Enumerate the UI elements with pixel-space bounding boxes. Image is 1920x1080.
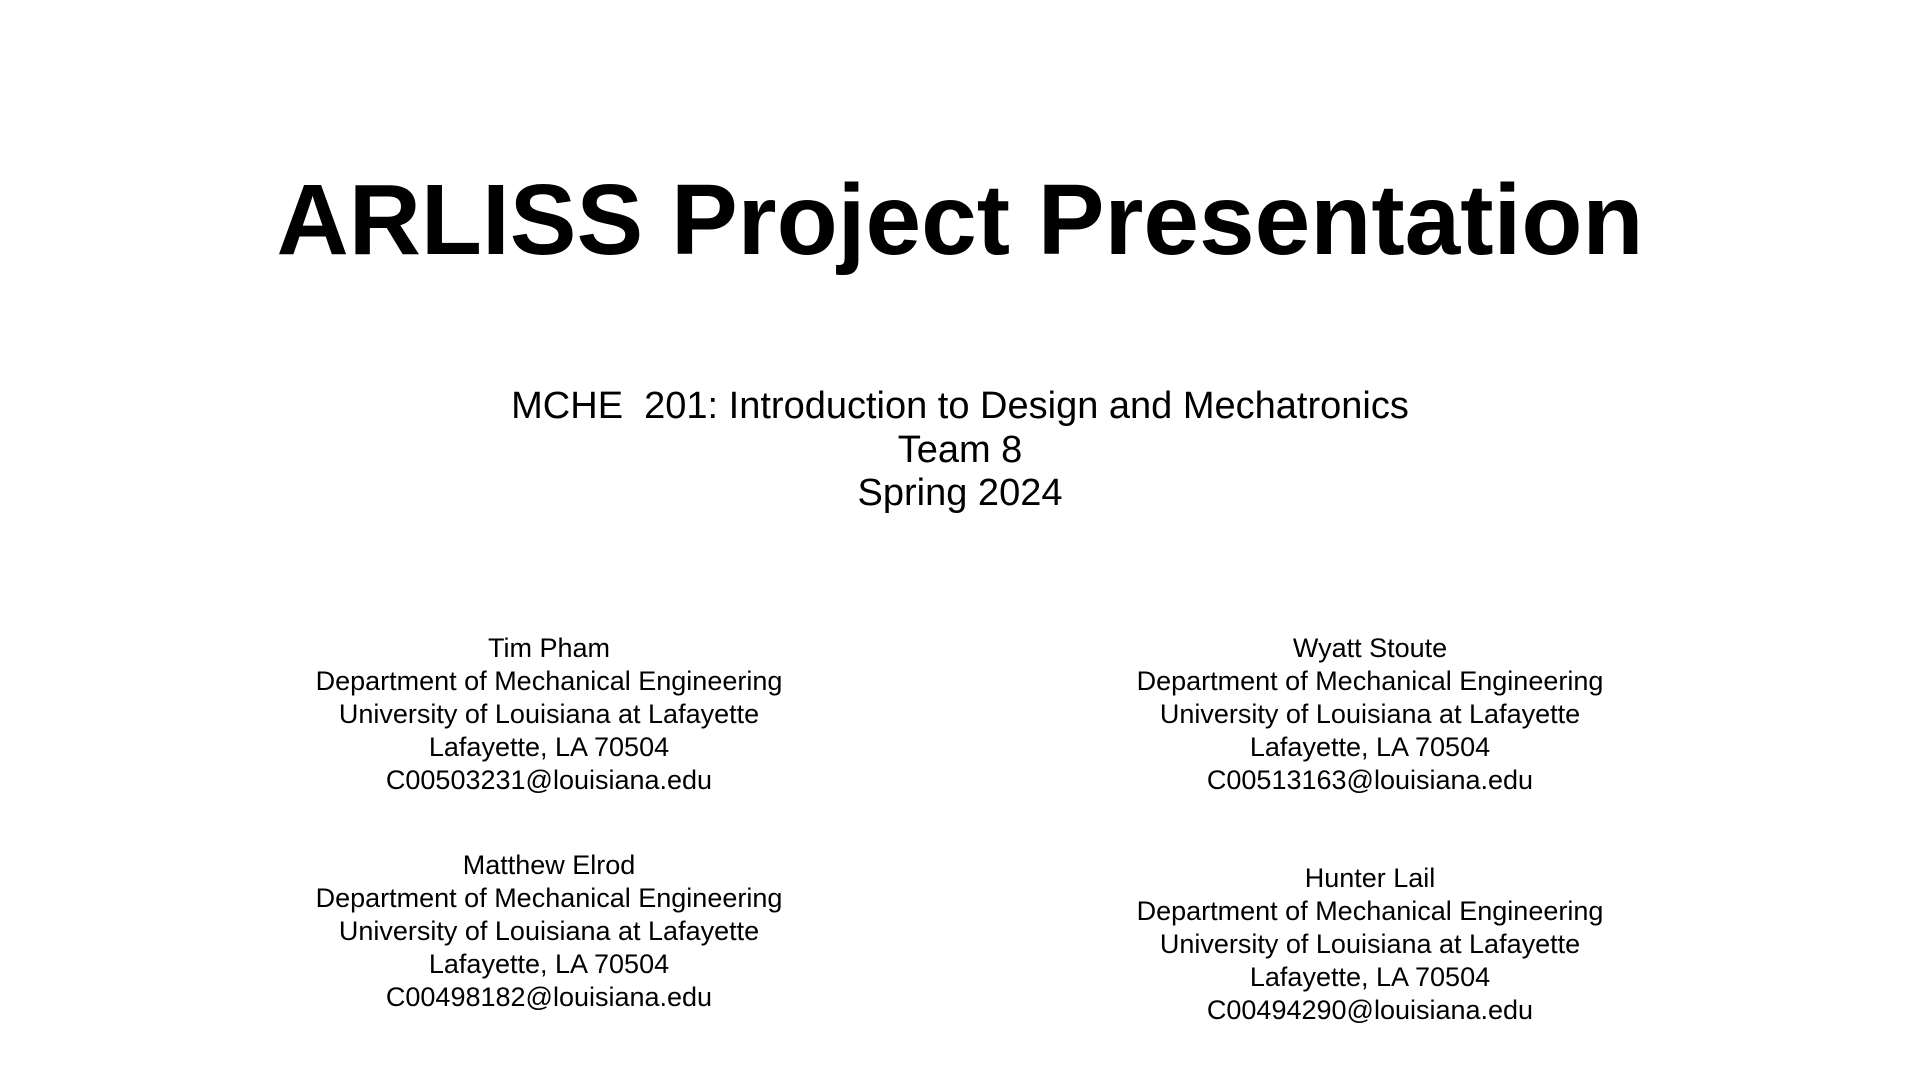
team-label: Team 8 [897,428,1023,471]
term-label: Spring 2024 [857,472,1063,514]
author-email: C00494290@louisiana.edu [1206,995,1534,1025]
slide-title: ARLISS Project Presentation [276,164,1644,276]
author-block-tim-pham [199,632,899,797]
author-department: Department of Mechanical Engineering [1136,896,1604,926]
author-department: Department of Mechanical Engineering [1136,666,1604,696]
author-address: Lafayette, LA 70504 [428,732,670,762]
author-name: Hunter Lail [1304,863,1436,893]
author-department: Department of Mechanical Engineering [315,666,783,696]
author-address: Lafayette, LA 70504 [1249,962,1491,992]
author-university: University of Louisiana at Lafayette [338,699,760,729]
author-block-hunter-lail [1020,862,1720,1027]
course-name: MCHE 201: Introduction to Design and Mechatronics [511,385,1409,427]
author-university: University of Louisiana at Lafayette [338,916,760,946]
author-university: University of Louisiana at Lafayette [1159,699,1581,729]
author-email: C00503231@louisiana.edu [385,765,713,795]
author-email: C00498182@louisiana.edu [385,982,713,1012]
author-name: Wyatt Stoute [1292,633,1448,663]
author-email: C00513163@louisiana.edu [1206,765,1534,795]
author-name: Matthew Elrod [462,850,636,880]
author-block-wyatt-stoute [1020,632,1720,797]
author-department: Department of Mechanical Engineering [315,883,783,913]
author-address: Lafayette, LA 70504 [1249,732,1491,762]
author-block-matthew-elrod [199,849,899,1014]
author-name: Tim Pham [487,633,610,663]
author-university: University of Louisiana at Lafayette [1159,929,1581,959]
subtitle-block [0,385,1920,516]
author-address: Lafayette, LA 70504 [428,949,670,979]
